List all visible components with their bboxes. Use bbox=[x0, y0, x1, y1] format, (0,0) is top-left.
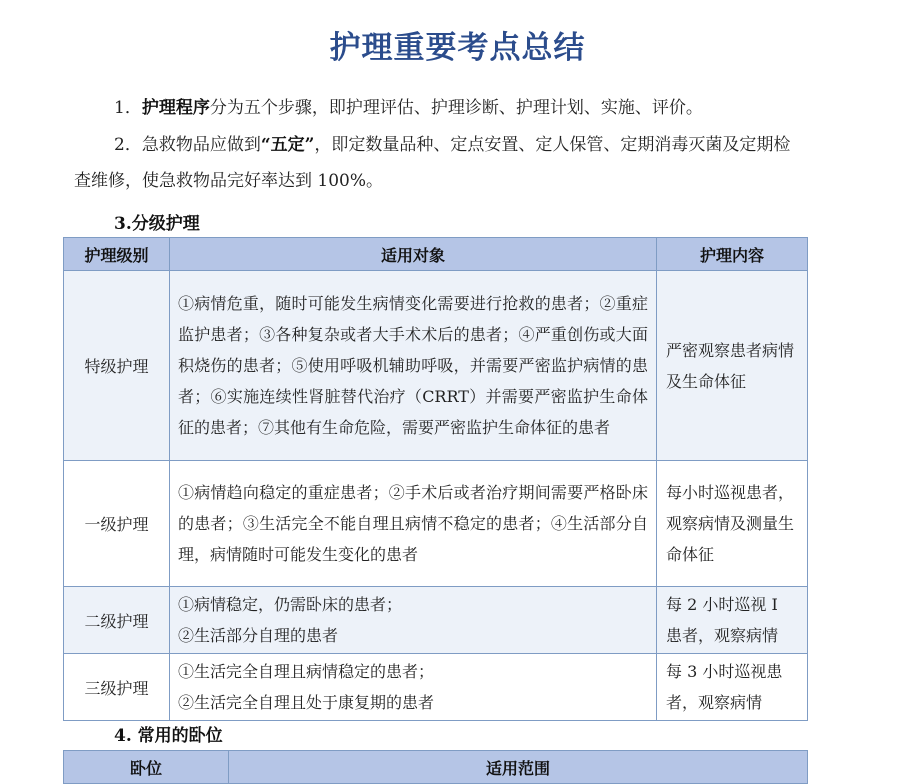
table-row bbox=[64, 587, 808, 654]
care-level-table bbox=[63, 237, 808, 721]
care-level-cell: 一级护理 bbox=[64, 461, 170, 587]
paragraph-2 bbox=[74, 127, 804, 199]
paragraph-2-number: 2． bbox=[114, 135, 142, 155]
column-header-scope: 适用范围 bbox=[229, 751, 808, 784]
target-line: ①病情稳定，仍需卧床的患者； bbox=[178, 595, 403, 614]
paragraph-1-keyword: 护理程序 bbox=[141, 98, 210, 118]
care-level-cell: 三级护理 bbox=[64, 654, 170, 721]
column-header-position: 卧位 bbox=[64, 751, 229, 784]
table-header-row bbox=[64, 751, 808, 784]
target-cell: ①病情趋向稳定的重症患者；②手术后或者治疗期间需要严格卧床的患者；③生活完全不能自理且病情不稳定的患者；④生活部分自理，病情随时可能发生变化的患者 bbox=[170, 461, 657, 587]
table-row bbox=[64, 654, 808, 721]
target-cell bbox=[170, 654, 657, 721]
content-cell: 每 2 小时巡视 I 患者，观察病情 bbox=[657, 587, 808, 654]
paragraph-1-text: 分为五个步骤，即护理评估、护理诊断、护理计划、实施、评价。 bbox=[209, 98, 703, 118]
target-line: ②生活完全自理且处于康复期的患者 bbox=[178, 693, 435, 712]
target-line: ①生活完全自理且病情稳定的患者； bbox=[178, 662, 435, 681]
target-cell bbox=[170, 587, 657, 654]
table-row bbox=[64, 271, 808, 461]
table-row bbox=[64, 461, 808, 587]
content-cell: 严密观察患者病情及生命体征 bbox=[657, 271, 808, 461]
position-table bbox=[63, 750, 808, 784]
paragraph-2-text: ，即定数量品种、定点安置、定人保管、定期消毒灭菌及定期检查维修，使急救物品完好率达到 100%。 bbox=[74, 135, 791, 191]
care-level-cell: 特级护理 bbox=[64, 271, 170, 461]
content-cell: 每 3 小时巡视患者，观察病情 bbox=[657, 654, 808, 721]
column-header-target: 适用对象 bbox=[170, 238, 657, 271]
section-heading-positions: 4. 常用的卧位 bbox=[114, 726, 223, 746]
column-header-content: 护理内容 bbox=[657, 238, 808, 271]
care-level-cell: 二级护理 bbox=[64, 587, 170, 654]
content-cell: 每小时巡视患者，观察病情及测量生命体征 bbox=[657, 461, 808, 587]
paragraph-1 bbox=[74, 90, 804, 126]
target-cell: ①病情危重，随时可能发生病情变化需要进行抢救的患者；②重症监护患者；③各种复杂或者大手术术后的患者；④严重创伤或大面积烧伤的患者；⑤使用呼吸机辅助呼吸，并需要严密监护病情的患者；⑥实施连续性肾脏替代治疗（CRRT）并需要严密监护生命体征的患者；⑦其他有生命危险，需要严密监护生命体征的患者 bbox=[170, 271, 657, 461]
paragraph-1-number: 1． bbox=[114, 98, 142, 118]
paragraph-2-lead: 急救物品应做到 bbox=[141, 135, 261, 155]
section-heading-care-levels: 3.分级护理 bbox=[114, 214, 200, 234]
page-title: 护理重要考点总结 bbox=[329, 30, 586, 66]
paragraph-2-keyword: “五定” bbox=[260, 135, 315, 155]
table-header-row bbox=[64, 238, 808, 271]
column-header-level: 护理级别 bbox=[64, 238, 170, 271]
target-line: ②生活部分自理的患者 bbox=[178, 626, 339, 645]
